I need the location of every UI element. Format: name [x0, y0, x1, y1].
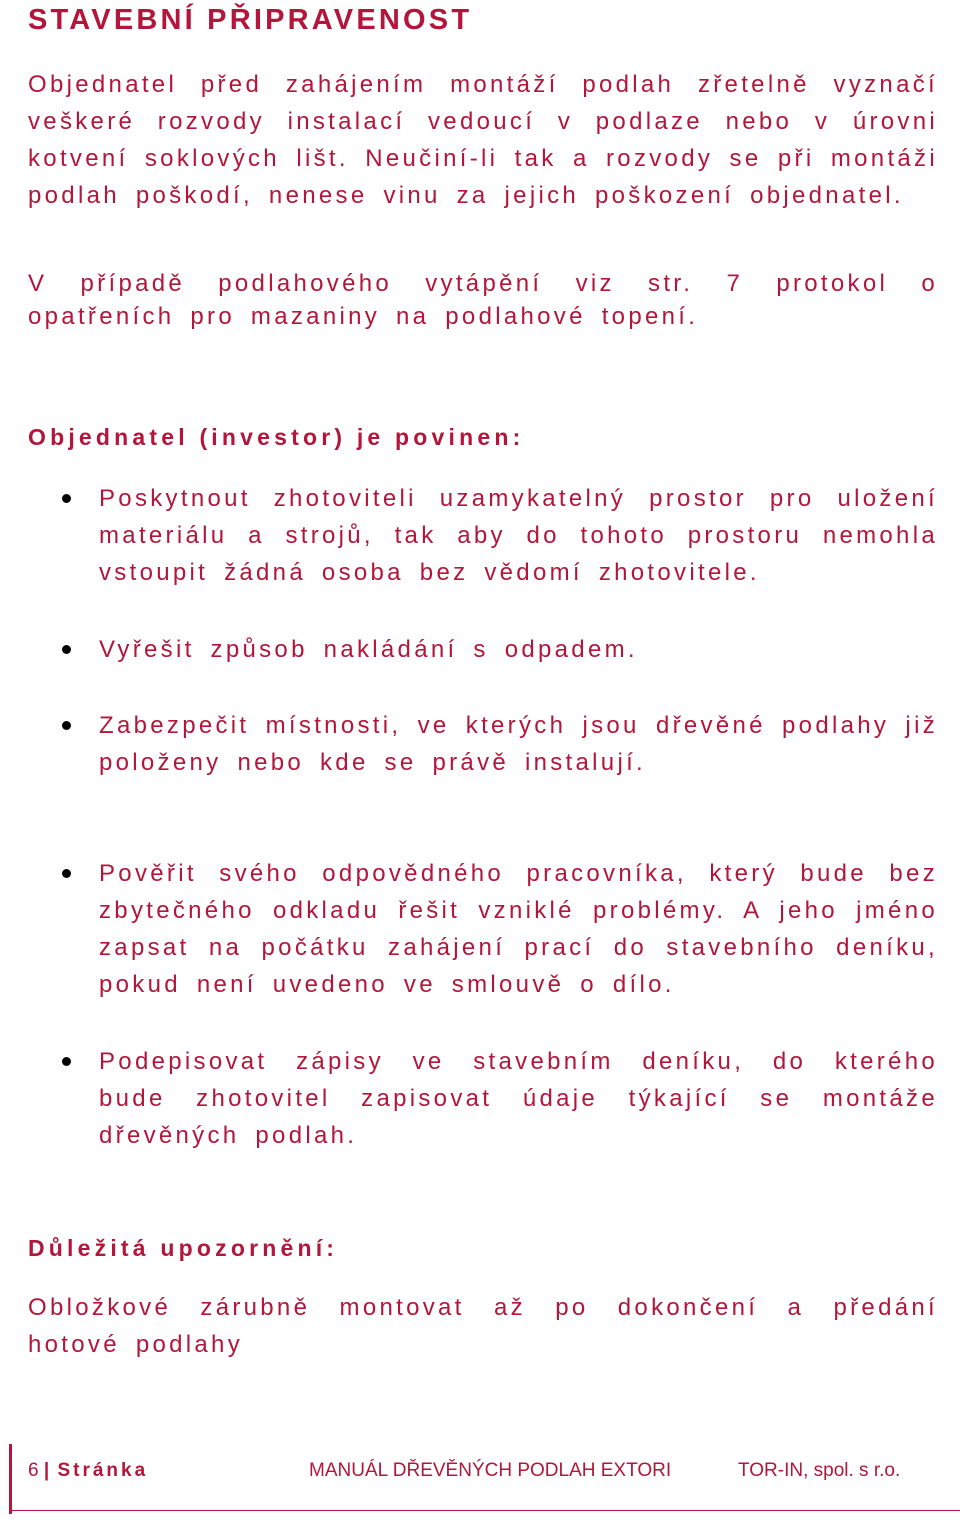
footer-separator: |	[43, 1460, 53, 1481]
obligations-heading: Objednatel (investor) je povinen:	[28, 424, 525, 450]
list-item	[99, 631, 938, 668]
list-item-text: Pověřit svého odpovědného pracovníka, který bude bez zbytečného odkladu řešit vzniklé problémy. A jeho jméno zapsat na počátku zahájení prací do stavebního deníku, pokud není uvedeno ve smlouvě o dílo.	[99, 860, 938, 998]
list-item-text: Poskytnout zhotoviteli uzamykatelný prostor pro uložení materiálu a strojů, tak aby do tohoto prostoru nemohla vstoupit žádná osoba bez vědomí zhotovitele.	[99, 485, 938, 586]
bullet-icon	[62, 721, 71, 730]
list-item	[99, 480, 938, 591]
list-item-text: Podepisovat zápisy ve stavebním deníku, do kterého bude zhotovitel zapisovat údaje týkající se montáže dřevěných podlah.	[99, 1048, 938, 1149]
intro-paragraph: Objednatel před zahájením montáží podlah zřetelně vyznačí veškeré rozvody instalací vedoucí v podlaze nebo v úrovni kotvení soklových lišt. Neučiní-li tak a rozvody se při montáži podlah poškodí, nenese vinu za jejich poškození objednatel.	[28, 71, 938, 209]
page-title: STAVEBNÍ PŘIPRAVENOST	[28, 4, 473, 36]
list-item	[99, 1043, 938, 1154]
list-item	[99, 707, 938, 781]
bullet-icon	[62, 869, 71, 878]
list-item	[99, 855, 938, 1003]
important-paragraph: Obložkové zárubně montovat až po dokončení a předání hotové podlahy	[28, 1294, 938, 1358]
heating-paragraph: V případě podlahového vytápění viz str. 7 protokol o opatřeních pro mazaniny na podlahové topení.	[28, 270, 938, 330]
list-item-text: Vyřešit způsob nakládání s odpadem.	[99, 636, 638, 663]
footer-accent-bar	[9, 1444, 12, 1514]
page-label: Stránka	[57, 1460, 149, 1481]
important-heading: Důležitá upozornění:	[28, 1235, 339, 1261]
bullet-icon	[62, 494, 71, 503]
manual-title: MANUÁL DŘEVĚNÝCH PODLAH EXTORI	[309, 1460, 672, 1481]
company-name: TOR-IN, spol. s r.o.	[738, 1460, 901, 1481]
list-item-text: Zabezpečit místnosti, ve kterých jsou dřevěné podlahy již položeny nebo kde se právě instalují.	[99, 712, 938, 776]
footer-divider	[12, 1510, 960, 1511]
page-number: 6	[28, 1460, 39, 1481]
bullet-icon	[62, 645, 71, 654]
bullet-icon	[62, 1057, 71, 1066]
page-number-block	[28, 1460, 148, 1482]
